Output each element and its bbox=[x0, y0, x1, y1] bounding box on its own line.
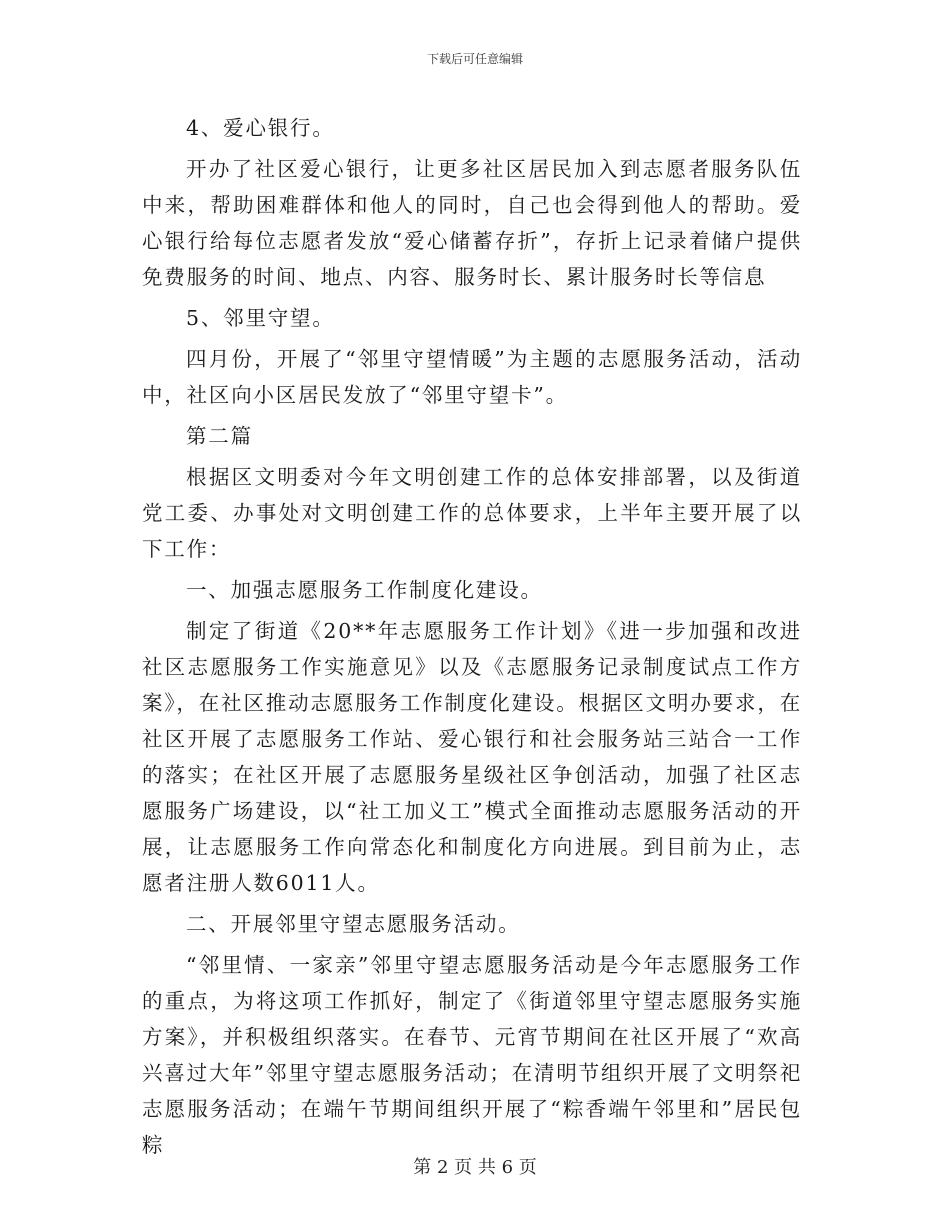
paragraph-heading-love-bank: 4、爱心银行。 bbox=[186, 116, 335, 140]
document-body bbox=[142, 110, 802, 1168]
paragraph-institutionalization: 制定了街道《20**年志愿服务工作计划》《进一步加强和改进社区志愿服务工作实施意见》以及《志愿服务记录制度试点工作方案》，在社区推动志愿服务工作制度化建设。根据区文明办要求，在社区开展了志愿服务工作站、爱心银行和社会服务站三站合一工作的落实；在社区开展了志愿服务星级社区争创活动，加强了社区志愿服务广场建设，以“社工加义工”模式全面推动志愿服务活动的开展，让志愿服务工作向常态化和制度化方向进展。到目前为止，志愿者注册人数6011人。 bbox=[142, 619, 802, 895]
paragraph-love-bank: 开办了社区爱心银行，让更多社区居民加入到志愿者服务队伍中来，帮助困难群体和他人的同时，自己也会得到他人的帮助。爱心银行给每位志愿者发放“爱心储蓄存折”，存折上记录着储户提供免费服务的时间、地点、内容、服务时长、累计服务时长等信息 bbox=[142, 157, 802, 289]
section-title-part-two: 第二篇 bbox=[186, 424, 253, 448]
page-header-note: 下载后可任意编辑 bbox=[426, 52, 523, 66]
paragraph-heading-two: 二、开展邻里守望志愿服务活动。 bbox=[186, 912, 521, 936]
paragraph-heading-neighborhood-watch: 5、邻里守望。 bbox=[186, 306, 335, 330]
paragraph-intro: 根据区文明委对今年文明创建工作的总体安排部署，以及街道党工委、办事处对文明创建工作的总体要求，上半年主要开展了以下工作： bbox=[142, 465, 802, 561]
paragraph-neighborhood-watch: 四月份，开展了“邻里守望情暖”为主题的志愿服务活动，活动中，社区向小区居民发放了“邻里守望卡”。 bbox=[142, 347, 802, 407]
paragraph-neighborhood-activities: “邻里情、一家亲”邻里守望志愿服务活动是今年志愿服务工作的重点，为将这项工作抓好，制定了《街道邻里守望志愿服务实施方案》，并积极组织落实。在春节、元宵节期间在社区开展了“欢高兴喜过大年”邻里守望志愿服务活动；在清明节组织开展了文明祭祀志愿服务活动；在端午节期间组织开展了“粽香端午邻里和”居民包粽 bbox=[142, 953, 802, 1157]
paragraph-heading-one: 一、加强志愿服务工作制度化建设。 bbox=[186, 578, 543, 602]
page-number: 第 2 页 共 6 页 bbox=[413, 1157, 537, 1178]
